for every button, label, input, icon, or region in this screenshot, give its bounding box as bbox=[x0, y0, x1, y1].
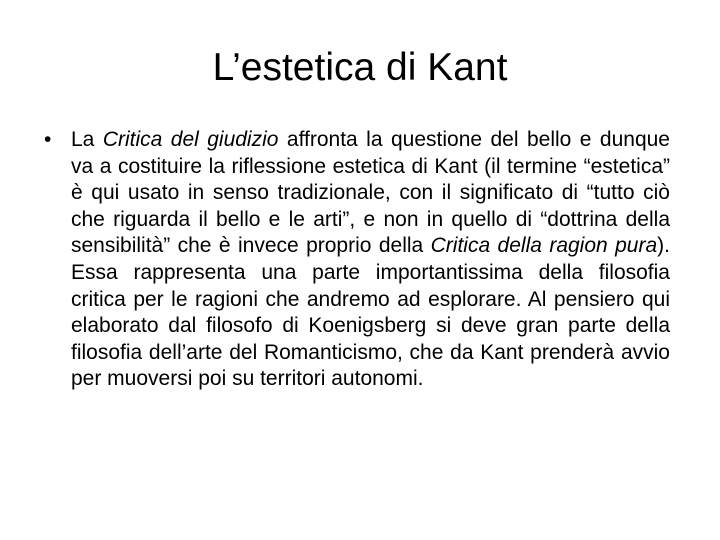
body-text-part1: La bbox=[71, 128, 103, 151]
bullet-list bbox=[44, 127, 670, 393]
bullet-item bbox=[44, 127, 670, 393]
slide-title: L’estetica di Kant bbox=[212, 46, 508, 89]
book-title-critica-della-ragion-pura: Critica della ragion pura bbox=[430, 234, 658, 258]
body-text-part2: affronta la questione del bello e dunque va a costituire la riflessione estetica di Kant (il termine “estetica” è qui usato in senso tradizionale, con il significato di “tutto ciò che riguarda il bello e le arti”, e non in quello di “dottrina della sensibilità” che è invece proprio della bbox=[71, 128, 670, 258]
body-text bbox=[71, 128, 670, 390]
bullet-icon: • bbox=[44, 128, 52, 151]
body-text-part3: ). Essa rappresenta una parte importantissima della filosofia critica per le ragioni che andremo ad esplorare. Al pensiero qui elaborato dal filosofo di Koenigsberg si deve gran parte della filosofia dell’arte del Romanticismo, che da Kant prenderà avvio per muoversi poi su territori autonomi. bbox=[71, 234, 670, 391]
book-title-critica-del-giudizio: Critica del giudizio bbox=[102, 128, 279, 151]
